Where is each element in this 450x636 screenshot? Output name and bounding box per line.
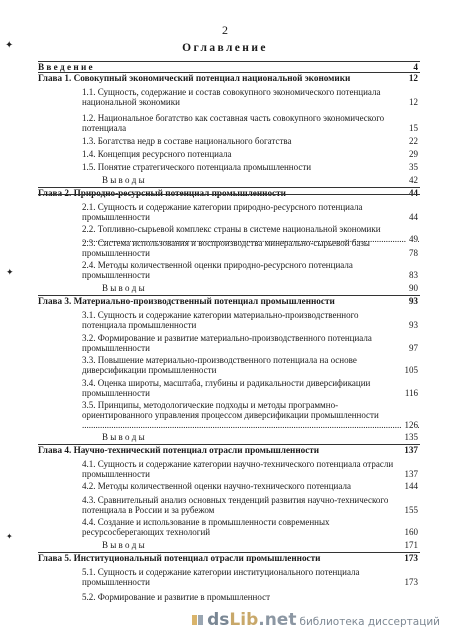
toc-section-row: [38, 87, 420, 107]
toc-entry-title: 4.2. Методы количественной оценки научно-технического потенциала .....: [82, 481, 420, 491]
toc-entry-title: 2.3. Система использования и воспроизводства минерально-сырьевой базы промышленности .....: [82, 238, 420, 258]
toc-divider: [38, 61, 420, 62]
toc-entry-page: 22: [406, 136, 418, 146]
toc-entry-title: 2.2. Топливно-сырьевой комплекс страны в системе национальной экономики .....: [82, 224, 420, 244]
toc-intro-row: [38, 62, 420, 72]
toc-section-row: [38, 136, 420, 146]
toc-section-row: [38, 378, 420, 398]
toc-entry-page: 4: [410, 62, 418, 72]
watermark-logo-lib: Lib: [229, 610, 259, 630]
toc-entry-title: 5.1. Сущность и содержание категории институционального потенциала промышленности .....: [82, 567, 420, 587]
toc-entry-page: 15: [406, 123, 418, 133]
toc-entry-page: 93: [406, 320, 418, 330]
toc-section-row: [38, 495, 420, 515]
scan-mark-icon: ✦: [6, 532, 13, 541]
book-icon: [191, 613, 205, 627]
page-number: 2: [222, 23, 228, 37]
toc-entry-page: 171: [402, 540, 419, 550]
toc-entry-title: 4.1. Сущность и содержание категории научно-технического потенциала отрасли промышленности .....: [82, 459, 420, 479]
watermark-logo-net: .net: [258, 610, 297, 630]
toc-entry-page: 144: [402, 481, 419, 491]
toc-section-row: [38, 400, 420, 430]
toc-entry-page: 160: [402, 527, 419, 537]
toc-entry-page: 90: [406, 283, 418, 293]
toc-entry-title: В ы в о д ы .....: [102, 432, 420, 442]
toc-entry-page: 44: [406, 188, 418, 198]
toc-summary-row: [38, 175, 420, 185]
toc-entry-page: 12: [406, 73, 418, 83]
toc-section-row: [38, 310, 420, 330]
toc-entry-title: 3.4. Оценка широты, масштаба, глубины и радикальности диверсификации промышленности .....: [82, 378, 420, 398]
toc-entry-title: В ы в о д ы .....: [102, 175, 420, 185]
watermark: [191, 610, 440, 630]
toc-entry-title: 2.4. Методы количественной оценки природно-ресурсного потенциала промышленности .....: [82, 260, 420, 280]
toc-entry-page: 155: [402, 505, 419, 515]
toc-chapter-row: [38, 296, 420, 306]
toc-entry-title: 4.4. Создание и использование в промышленности современных ресурсосберегающих технологий .....: [82, 517, 420, 537]
toc-section-row: [38, 355, 420, 375]
toc-entry-page: 116: [402, 388, 418, 398]
toc-entry-title: 3.1. Сущность и содержание категории материально-производственного потенциала промышленности .....: [82, 310, 420, 330]
toc-entry-title: Глава 5. Институциональный потенциал отрасли промышленности .....: [38, 553, 420, 563]
scan-mark-icon: ✦: [5, 40, 14, 51]
toc-summary-row: [38, 540, 420, 550]
toc-section-row: [38, 481, 420, 491]
toc-entry-title: В ы в о д ы .....: [102, 283, 420, 293]
toc-entry-page: 12: [406, 97, 418, 107]
toc-divider: [38, 194, 420, 195]
toc-entry-page: 44: [406, 212, 418, 222]
toc-section-row: [38, 567, 420, 587]
toc-entry-title: 1.5. Понятие стратегического потенциала промышленности .....: [82, 162, 420, 172]
toc-section-row: [38, 202, 420, 222]
watermark-subtitle: библиотека диссертаций: [299, 615, 440, 628]
toc-section-row: [38, 162, 420, 172]
toc-entry-title: Глава 1. Совокупный экономический потенциал национальной экономики .....: [38, 73, 420, 83]
toc-chapter-row: [38, 445, 420, 455]
toc-entry-title: 1.4. Концепция ресурсного потенциала .....: [82, 149, 420, 159]
watermark-logo: [207, 610, 296, 630]
toc-entry-page: 173: [401, 553, 418, 563]
watermark-logo-ds: ds: [207, 610, 230, 630]
toc-entry-title: В в е д е н и е .....: [38, 62, 420, 72]
toc-summary-row: [38, 432, 420, 442]
toc-entry-title: 1.1. Сущность, содержание и состав совокупного экономического потенциала национальной экономики .....: [82, 87, 420, 107]
toc-entry-title: Глава 2. Природно-ресурсный потенциал промышленности .....: [38, 188, 420, 198]
toc-chapter-row: [38, 73, 420, 83]
toc-summary-row: [38, 283, 420, 293]
toc-entry-page: 173: [402, 577, 419, 587]
toc-entry-title: 2.1. Сущность и содержание категории природно-ресурсного потенциала промышленности .....: [82, 202, 420, 222]
toc-entry-page: 105: [402, 365, 419, 375]
toc-entry-page: 135: [402, 432, 419, 442]
toc-entry-page: 29: [406, 149, 418, 159]
toc-entry-page: 93: [406, 296, 418, 306]
toc-divider: [38, 187, 420, 188]
toc-entry-page: 49: [406, 234, 418, 244]
toc-entry-title: Глава 3. Материально-производственный потенциал промышленности .....: [38, 296, 420, 306]
toc-entry-title: Глава 4. Научно-технический потенциал отрасли промышленности .....: [38, 445, 420, 455]
toc-entry-title: В ы в о д ы .....: [102, 540, 420, 550]
toc-divider: [38, 72, 420, 73]
toc-entry-title: 3.3. Повышение материально-производственного потенциала на основе диверсификации промышленности .....: [82, 355, 420, 375]
toc-divider: [38, 552, 420, 553]
toc-entry-page: 137: [401, 445, 418, 455]
toc-divider: [38, 444, 420, 445]
toc-chapter-row: [38, 553, 420, 563]
toc-section-row: [38, 517, 420, 537]
scan-mark-icon: ✦: [6, 268, 14, 278]
toc-entry-title: 3.2. Формирование и развитие материально-производственного потенциала промышленности .....: [82, 333, 420, 353]
toc-section-row: [38, 592, 420, 602]
toc-section-row: [38, 260, 420, 280]
toc-entry-title: 4.3. Сравнительный анализ основных тенденций развития научно-технического потенциала в России и за рубежом .....: [82, 495, 420, 515]
toc-section-row: [38, 238, 420, 258]
toc-entry-page: 83: [406, 270, 418, 280]
toc-entry-page: 137: [402, 469, 419, 479]
toc-title: Оглавление: [182, 42, 268, 54]
toc-entry-page: 126: [402, 420, 419, 430]
toc-entry-title: 1.2. Национальное богатство как составная часть совокупного экономического потенциала .....: [82, 113, 420, 133]
toc-section-row: [38, 459, 420, 479]
toc-entry-page: 78: [406, 248, 418, 258]
toc-entry-title: 1.3. Богатства недр в составе национального богатства .....: [82, 136, 420, 146]
toc-entry-title: 3.5. Принципы, методологические подходы и методы программно-ориентированного управления процессом диверсификации промышленности .....: [82, 400, 420, 430]
toc-section-row: [38, 113, 420, 133]
toc-divider: [38, 295, 420, 296]
toc-entry-page: 97: [406, 343, 418, 353]
toc-entry-title: 5.2. Формирование и развитие в промышленност: [82, 592, 271, 602]
toc-entry-page: 42: [406, 175, 418, 185]
toc-chapter-row: [38, 188, 420, 198]
toc-section-row: [38, 149, 420, 159]
toc-section-row: [38, 333, 420, 353]
toc-entry-page: 35: [406, 162, 418, 172]
